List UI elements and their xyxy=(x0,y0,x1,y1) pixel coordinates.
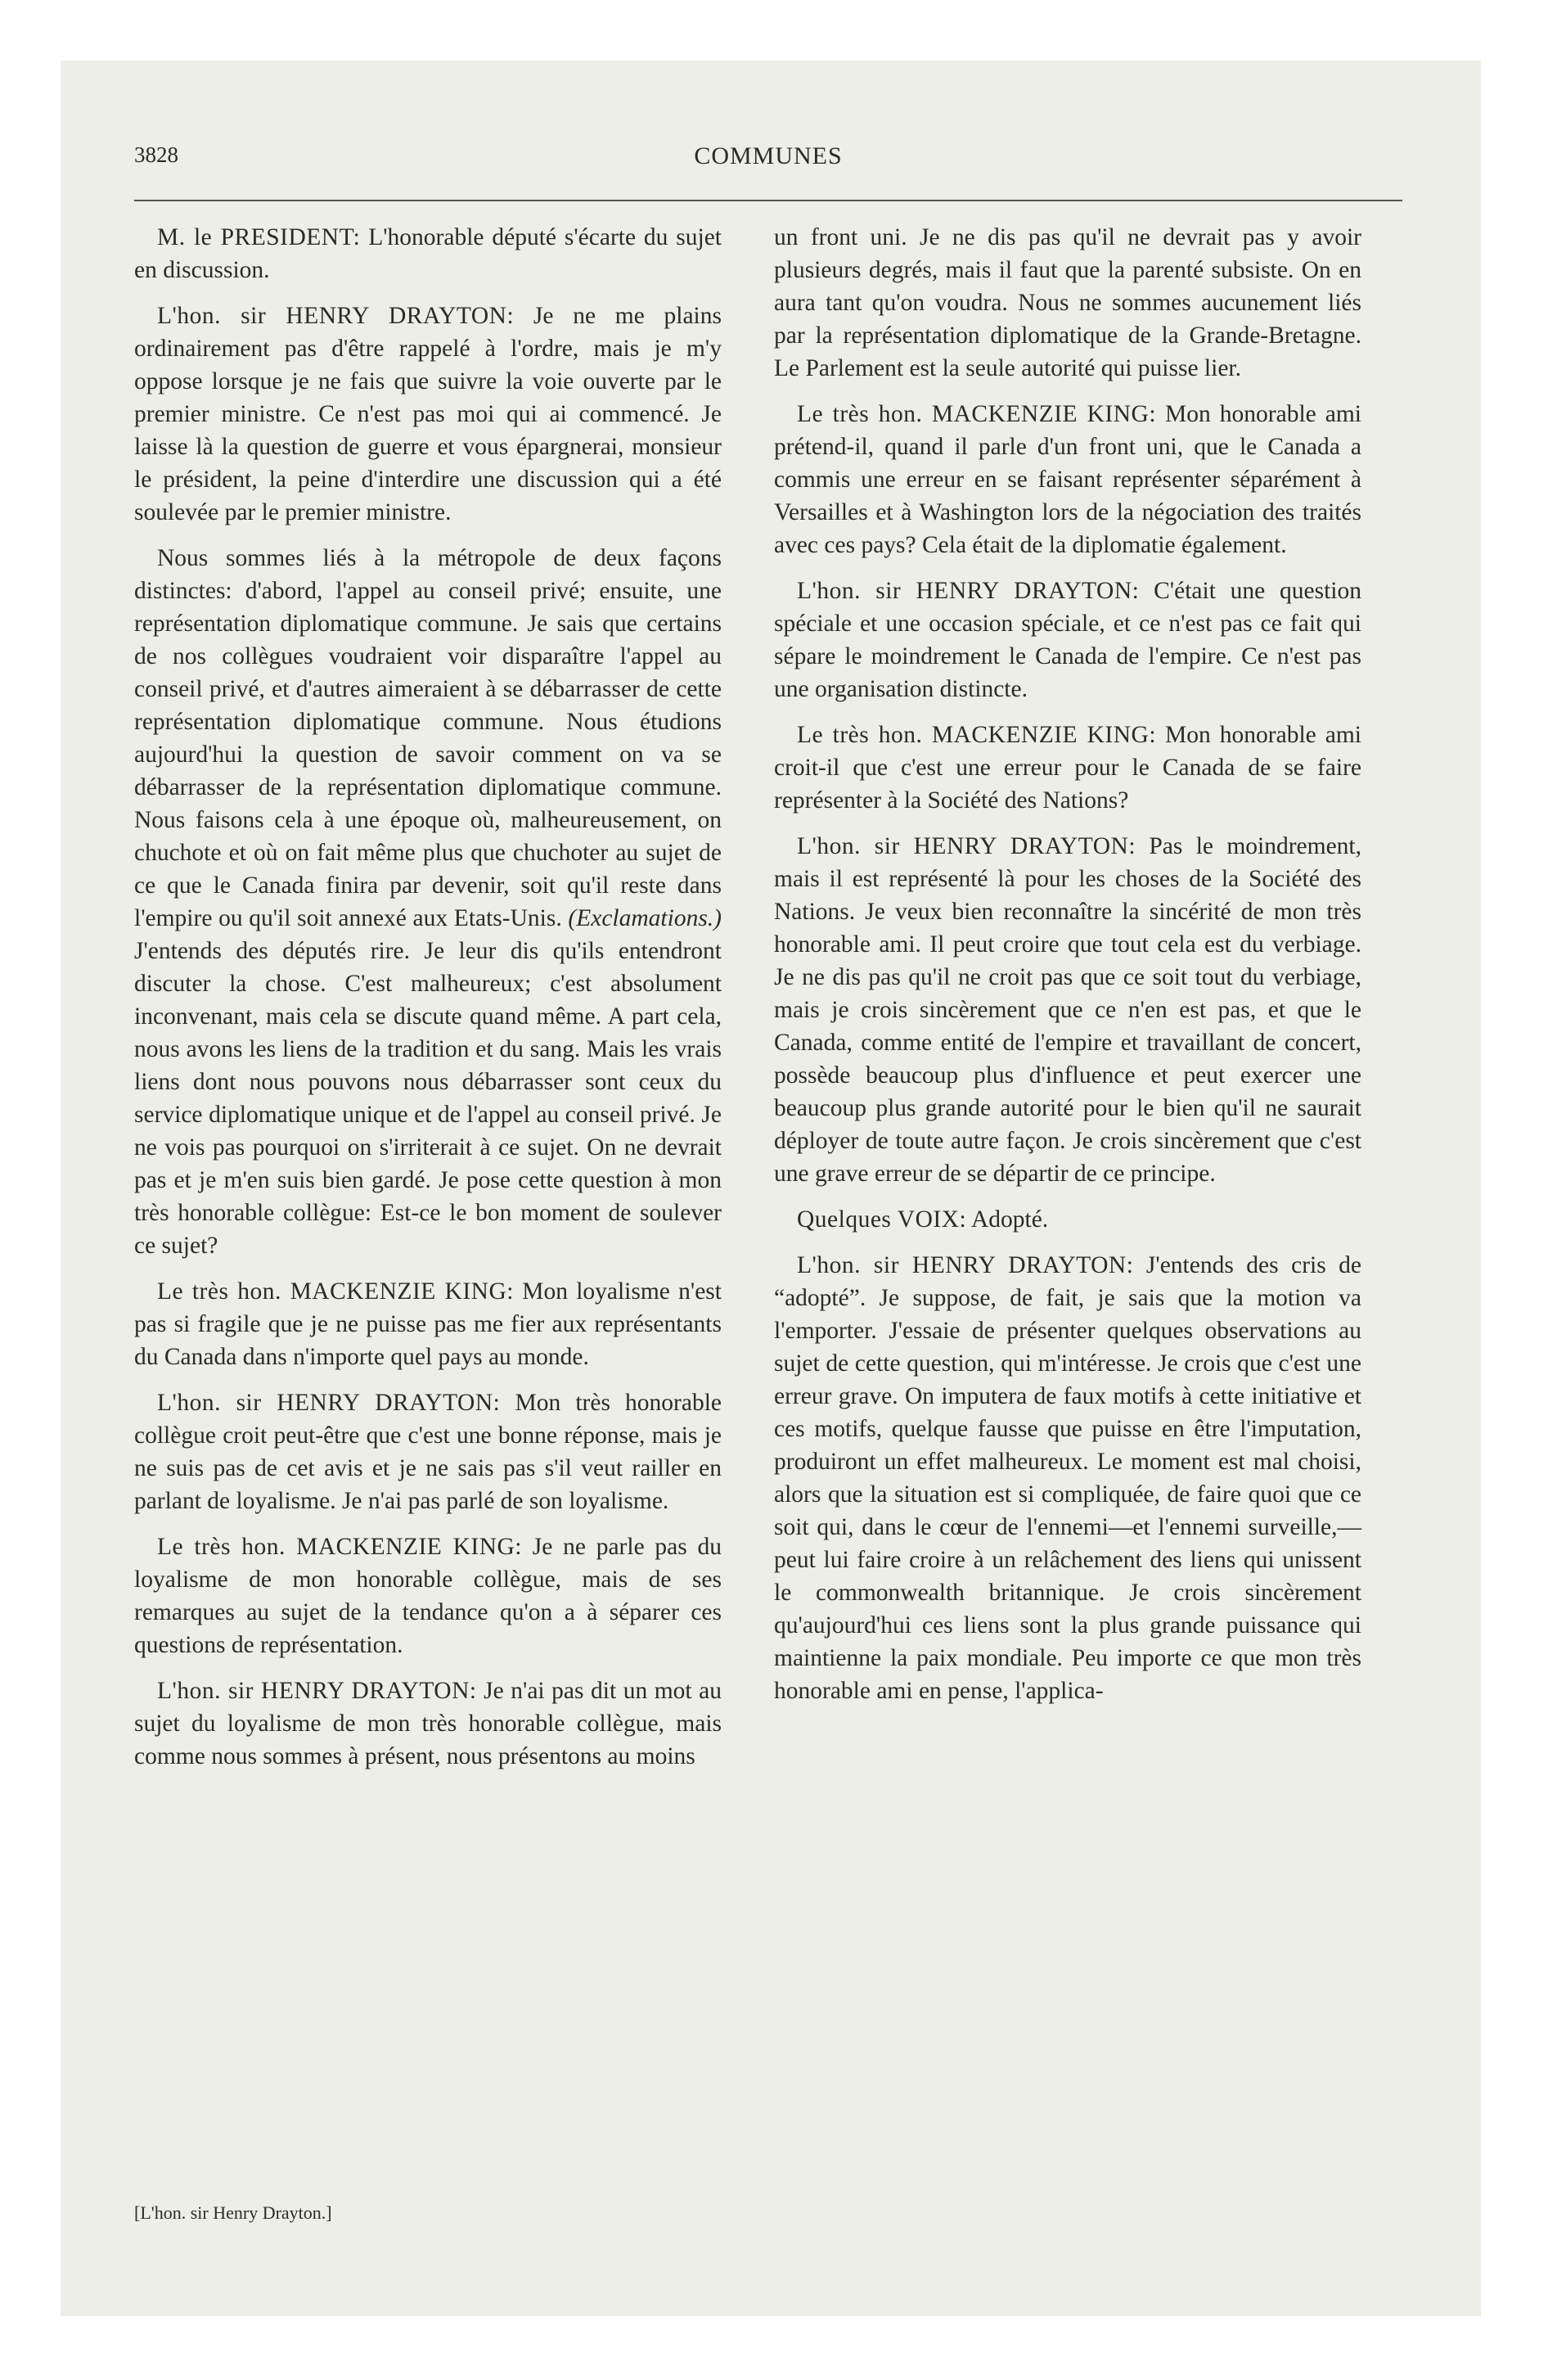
page-sheet xyxy=(61,61,1481,2316)
speaker-name: L'hon. sir HENRY DRAYTON: xyxy=(157,303,515,329)
paragraph xyxy=(774,221,1361,385)
speaker-name: L'hon. sir HENRY DRAYTON: xyxy=(157,1678,477,1704)
paragraph xyxy=(134,542,722,1262)
paragraph-text: Adopté. xyxy=(970,1206,1049,1233)
paragraph xyxy=(774,398,1361,561)
running-head: COMMUNES xyxy=(694,142,843,169)
paragraph xyxy=(774,830,1361,1190)
speaker-name: Le très hon. MACKENZIE KING: xyxy=(157,1534,522,1560)
speaker-name: Le très hon. MACKENZIE KING: xyxy=(157,1278,514,1305)
page-number: 3828 xyxy=(134,142,178,167)
header-rule xyxy=(134,200,1402,201)
paragraph-text: Nous sommes liés à la métropole de deux façons distinctes: d'abord, l'appel au conseil privé; ensuite, une représentation diplomatique commune. Je sais que certains de nos collègues voudraient voir disparaître l'appel au conseil privé, et d'autres aimeraient à se débarrasser de cette représentation diplomatique commune. Nous étudions aujourd'hui la question de savoir comment on va se débarrasser de la représentation diplomatique commune. Nous faisons cela à une époque où, malheureusement, on chuchote et où on fait même plus que chuchoter au sujet de ce que le Canada finira par devenir, soit qu'il reste dans l'empire ou qu'il soit annexé aux Etats-Unis. xyxy=(134,545,722,931)
paragraph xyxy=(774,719,1361,817)
speaker-name: Quelques VOIX: xyxy=(797,1206,967,1233)
paragraph xyxy=(134,300,722,529)
paragraph-text: J'entends des cris de “adopté”. Je suppose, de fait, je sais que la motion va l'emporter. J'essaie de présenter quelques observations au sujet de cette question, qui m'intéresse. Je crois que c'est une erreur grave. On imputera de faux motifs à cette initiative et ces motifs, quelque fausse que puisse en être l'imputation, produiront un effet malheureux. Le moment est mal choisi, alors que la situation est si compliquée, de faire quoi que ce soit qui, dans le cœur de l'ennemi—et l'ennemi surveille,—peut lui faire croire à un relâchement des liens qui unissent le commonwealth britannique. Je crois sincèrement qu'aujourd'hui ces liens sont la plus grande puissance qui maintienne la paix mondiale. Peu importe ce que mon très honorable ami en pense, l'applica- xyxy=(774,1252,1362,1704)
paragraph-text: Je ne me plains ordinairement pas d'être rappelé à l'ordre, mais je m'y oppose lorsque je ne fais que suivre la voie ouverte par le premier ministre. Ce n'est pas moi qui ai commencé. Je laisse là la question de guerre et vous épargnerai, monsieur le président, la peine d'interdire une discussion qui a été soulevée par le premier ministre. xyxy=(134,303,722,525)
paragraph-text: un front uni. Je ne dis pas qu'il ne devrait pas y avoir plusieurs degrés, mais il faut que la parenté subsiste. On en aura tant qu'on voudra. Nous ne sommes aucunement liés par la représentation diplomatique de la Grande-Bretagne. Le Parlement est la seule autorité qui puisse lier. xyxy=(774,224,1361,381)
paragraph-text: Mon loyalisme n'est pas si fragile que je ne puisse pas me fier aux représentants du Canada dans n'importe quel pays au monde. xyxy=(134,1278,722,1370)
footer-note: [L'hon. sir Henry Drayton.] xyxy=(134,2202,332,2223)
paragraph-text: Pas le moindrement, mais il est représenté là pour les choses de la Société des Nations. Je veux bien reconnaître la sincérité de mon très honorable ami. Il peut croire que tout cela est du verbiage. Je ne dis pas qu'il ne croit pas que ce soit tout du verbiage, mais je crois sincèrement que ce n'en est pas, et que le Canada, comme entité de l'empire et travaillant de concert, possède beaucoup plus d'influence et peut exercer une beaucoup plus grande autorité pour le bien qu'il ne saurait déployer de toute autre façon. Je crois sincèrement que c'est une grave erreur de se départir de ce principe. xyxy=(774,833,1361,1187)
speaker-name: Le très hon. MACKENZIE KING: xyxy=(797,401,1157,427)
paragraph-text: L'honorable député s'écarte du sujet en discussion. xyxy=(134,224,722,283)
speaker-name: L'hon. sir HENRY DRAYTON: xyxy=(157,1390,501,1416)
page-header xyxy=(134,142,1402,175)
speaker-name: M. le PRESIDENT: xyxy=(157,224,361,250)
paragraph xyxy=(134,1386,722,1517)
paragraph xyxy=(774,1249,1361,1707)
paragraph-text: Mon honorable ami prétend-il, quand il parle d'un front uni, que le Canada a commis une erreur en se faisant représenter séparément à Versailles et à Washington lors de la négociation des traités avec ces pays? Cela était de la diplomatie également. xyxy=(774,401,1361,558)
speaker-name: L'hon. sir HENRY DRAYTON: xyxy=(797,578,1140,604)
speaker-name: L'hon. sir HENRY DRAYTON: xyxy=(797,1252,1134,1278)
right-column xyxy=(774,221,1361,1720)
paragraph-text: C'était une question spéciale et une occasion spéciale, et ce n'est pas ce fait qui sépare le moindrement le Canada de l'empire. Ce n'est pas une organisation distincte. xyxy=(774,578,1361,702)
paragraph-text: J'entends des députés rire. Je leur dis qu'ils entendront discuter la chose. C'est malheureux; c'est absolument inconvenant, mais cela se discute quand même. A part cela, nous avons les liens de la tradition et du sang. Mais les vrais liens dont nous pouvons nous débarrasser sont ceux du service diplomatique unique et de l'appel au conseil privé. Je ne vois pas pourquoi on s'irriterait à ce sujet. On ne devrait pas et je m'en suis bien gardé. Je pose cette question à mon très honorable collègue: Est-ce le bon moment de soulever ce sujet? xyxy=(134,938,722,1259)
paragraph-text: Mon honorable ami croit-il que c'est une erreur pour le Canada de se faire représenter à la Société des Nations? xyxy=(774,722,1361,814)
paragraph xyxy=(774,575,1361,705)
paragraph xyxy=(134,1530,722,1661)
left-column xyxy=(134,221,722,1786)
speaker-name: Le très hon. MACKENZIE KING: xyxy=(797,722,1157,748)
speaker-name: L'hon. sir HENRY DRAYTON: xyxy=(797,833,1136,859)
paragraph xyxy=(134,1675,722,1773)
paragraph xyxy=(134,221,722,286)
paragraph-text: Mon très honorable collègue croit peut-être que c'est une bonne réponse, mais je ne suis pas de cet avis et je ne sais pas s'il veut railler en parlant de loyalisme. Je n'ai pas parlé de son loyalisme. xyxy=(134,1390,722,1514)
stage-direction: (Exclamations.) xyxy=(568,905,722,931)
paragraph xyxy=(134,1275,722,1373)
paragraph-text: Je ne parle pas du loyalisme de mon honorable collègue, mais de ses remarques au sujet de la tendance qu'on a à séparer ces questions de représentation. xyxy=(134,1534,722,1658)
paragraph xyxy=(774,1203,1361,1236)
paragraph-text: Je n'ai pas dit un mot au sujet du loyalisme de mon très honorable collègue, mais comme nous sommes à présent, nous présentons au moins xyxy=(134,1678,722,1769)
